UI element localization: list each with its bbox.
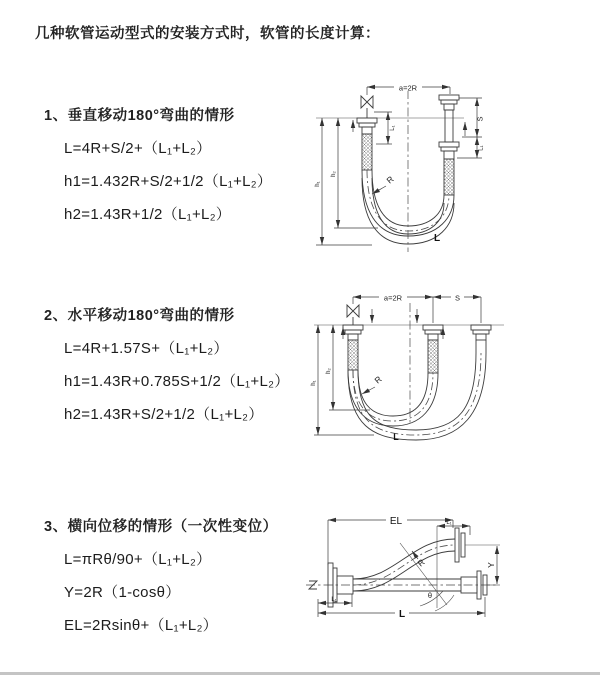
formula-h1: h1=1.43R+0.785S+1/2（L₁+L₂） [64,373,290,390]
valve-symbol [361,96,373,118]
hose-lower-wall [353,551,455,591]
hose-centerline [353,370,433,421]
dimension-a2r [353,293,433,323]
diagram-lateral-displacement [300,505,510,635]
section-vertical-movement [44,104,272,224]
flange-fitting-right-upper [439,95,459,142]
hose-centerline [353,353,481,435]
flange-fitting-left [357,118,377,170]
braided-hose-left [362,134,372,170]
formula-y: Y=2R（1-cosθ） [64,584,181,601]
angle-arc [435,595,454,611]
braided-hose-right [444,159,454,195]
dim-label-h1: h₁ [315,181,321,187]
dim-label-l1: L₁ [331,597,337,603]
dim-label-a2r: a=2R [398,83,418,93]
diagram-vertical-180-bend [312,78,502,258]
dimension-y [465,545,500,585]
dim-label-el: EL [389,516,403,527]
pipe-neck [445,110,453,142]
dim-label-s: S [475,116,485,122]
angle-line [400,543,447,605]
formula-h2: h2=1.43R+1/2（L₁+L₂） [64,206,232,223]
hose-upper-wall [353,539,455,579]
formula-h2: h2=1.43R+S/2+1/2（L₁+L₂） [64,406,264,423]
radius-label: R [415,556,427,569]
dim-label-h2: h₂ [326,368,332,374]
length-label: L [393,432,399,442]
dim-label-l1: L₁ [446,520,452,526]
section-3-heading: 3、横向位移的情形（一次性变位） [44,519,278,535]
dim-label-y: Y [486,562,496,568]
formula-el: EL=2Rsinθ+（L₁+L₂） [64,617,218,634]
hose-u-bend-position2 [348,353,486,440]
formula-length: L=4R+S/2+（L₁+L₂） [64,140,212,157]
dimension-el [328,514,453,565]
dim-label-l1: L₁ [478,145,485,151]
formula-length: L=πRθ/90+（L₁+L₂） [64,551,212,568]
dim-label-h2: h₂ [331,171,337,177]
formula-length: L=4R+1.57S+（L₁+L₂） [64,340,229,357]
diagram-horizontal-180-bend [312,283,512,445]
radius-label: R [372,373,384,386]
dim-label-s: S [454,293,461,303]
dimension-a2r [367,82,450,95]
dimension-s-right [457,98,485,158]
flange-fitting-left [343,325,363,370]
section-lateral-displacement [44,515,278,635]
length-label: L [433,233,441,244]
valve-symbol [347,305,359,325]
page-title: 几种软管运动型式的安装方式时，软管的长度计算： [35,26,380,42]
radius-callout [372,174,396,194]
formula-h1: h1=1.432R+S/2+1/2（L₁+L₂） [64,173,273,190]
hose-outer-wall [348,353,486,440]
angle-construction [400,543,454,611]
section-horizontal-movement [44,304,290,424]
flange-fitting-right-lower [439,142,459,195]
radius-callout [362,374,384,394]
flange-fitting-right [471,325,491,353]
flange-fitting-right-upper [455,528,465,562]
hose-inner-wall [358,370,428,416]
hose-inner-wall [358,353,476,430]
angle-label: θ [427,591,433,600]
dimension-l [318,597,485,620]
radius-callout [412,551,427,569]
braided-hose-left [348,340,358,370]
dimension-s [433,293,481,323]
flange-fitting-middle [423,325,443,373]
valve-icon [361,96,373,108]
hose-s-curve-position [353,539,455,591]
braided-hose-middle [428,340,438,373]
section-2-heading: 2、水平移动180°弯曲的情形 [44,308,235,324]
radius-label: R [384,173,396,186]
valve-icon [347,305,359,317]
length-label: L [398,609,406,620]
dim-label-l1: L₁ [390,125,396,131]
dimension-h1 [311,325,374,435]
dim-label-a2r: a=2R [383,293,403,303]
section-1-heading: 1、垂直移动180°弯曲的情形 [44,108,235,124]
dimension-l1-bottom [318,594,352,607]
dim-label-h1: h₁ [311,380,317,386]
dimension-l1-left [374,112,396,144]
